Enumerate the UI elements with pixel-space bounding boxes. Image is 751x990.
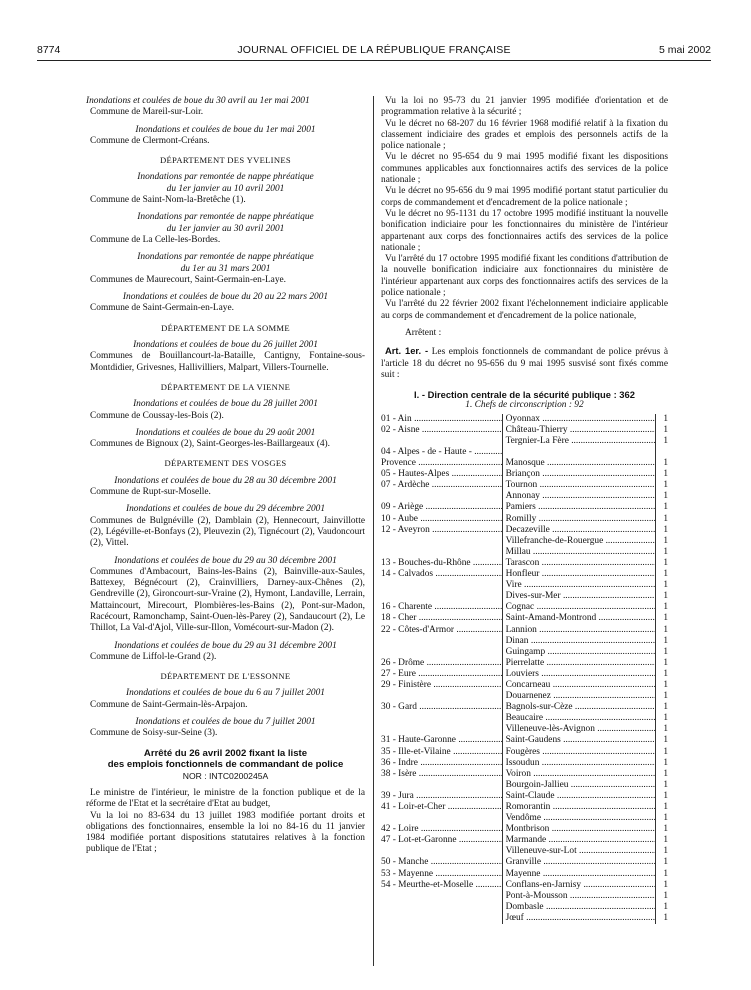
department-cell: 05 - Hautes-Alpes .....: [381, 469, 502, 480]
count-cell: 1: [655, 625, 668, 636]
event-heading: Inondations par remontée de nappe phréatique: [137, 212, 314, 223]
count-cell: 1: [655, 514, 668, 525]
department-cell: 26 - Drôme .....: [381, 658, 502, 669]
commune-line: Commune de Saint-Germain-lès-Arpajon.: [90, 699, 248, 710]
department-cell: [381, 891, 502, 902]
event-heading: Inondations et coulées de boue du 20 au 22 mars 2001: [122, 292, 329, 303]
city-cell: Dinan .....: [502, 636, 655, 647]
preamble-paragraph: Vu la loi no 83-634 du 13 juillet 1983 modifiée portant droits et obligations des fonctionnaires, ensemble la loi no 84-16 du 11 janvier 1984 modifiée portant dispositions statutaires relatives à la fonction publique de l'Etat ;: [86, 810, 365, 855]
commune-line: Commune de Mareil-sur-Loir.: [90, 107, 204, 118]
city-cell: Saint-Amand-Montrond .....: [502, 613, 655, 624]
table-row: [381, 735, 668, 746]
department-cell: 16 - Charente .....: [381, 602, 502, 613]
table-row: [381, 880, 668, 891]
count-cell: 1: [655, 735, 668, 746]
department-cell: 02 - Aisne .....: [381, 425, 502, 436]
event-heading: Inondations et coulées de boue du 26 juillet 2001: [133, 340, 318, 351]
department-cell: 27 - Eure .....: [381, 669, 502, 680]
city-cell: Bourgoin-Jallieu .....: [502, 780, 655, 791]
column-divider: [373, 96, 374, 966]
city-cell: Pont-à-Mousson .....: [502, 891, 655, 902]
event-heading: Inondations et coulées de boue du 28 au 30 décembre 2001: [114, 475, 337, 486]
table-row: [381, 502, 668, 513]
commune-line: Communes de Bouillancourt-la-Bataille, Cantigny, Fontaine-sous-Montdidier, Grivesnes, Hallivilliers, Malpart, Villers-Tournelle.: [90, 351, 365, 373]
table-row: [381, 813, 668, 824]
count-cell: 1: [655, 569, 668, 580]
department-cell: [381, 547, 502, 558]
department-cell: 09 - Ariège .....: [381, 502, 502, 513]
department-cell: [381, 713, 502, 724]
table-row: [381, 414, 668, 425]
department-heading: DÉPARTEMENT DES VOSGES: [164, 458, 287, 469]
department-cell: 10 - Aube .....: [381, 514, 502, 525]
count-cell: 1: [655, 613, 668, 624]
city-cell: Manosque .....: [502, 458, 655, 469]
count-cell: 1: [655, 846, 668, 857]
table-row: [381, 758, 668, 769]
table-row: [381, 769, 668, 780]
city-cell: Fougères .....: [502, 747, 655, 758]
count-cell: 1: [655, 458, 668, 469]
table-row: [381, 780, 668, 791]
city-cell: Concarneau .....: [502, 680, 655, 691]
department-cell: 12 - Aveyron .....: [381, 525, 502, 536]
table-row: [381, 835, 668, 846]
department-cell: [381, 636, 502, 647]
count-cell: 1: [655, 880, 668, 891]
commune-line: Communes de Bulgnéville (2), Damblain (2), Hennecourt, Jainvillotte (2), Légéville-et-Bonfays (2), Pleuvezin (2), Tignécourt (2), Vaudoncourt (2), Vittel.: [90, 515, 365, 549]
count-cell: 1: [655, 857, 668, 868]
city-cell: Annonay .....: [502, 491, 655, 502]
city-cell: Romorantin .....: [502, 802, 655, 813]
count-cell: 1: [655, 469, 668, 480]
event-heading: Inondations par remontée de nappe phréatique: [137, 172, 314, 183]
count-cell: 1: [655, 702, 668, 713]
table-row: [381, 536, 668, 547]
city-cell: Vire .....: [502, 580, 655, 591]
table-row: [381, 891, 668, 902]
department-heading: DÉPARTEMENT DE LA SOMME: [161, 322, 290, 333]
city-cell: Conflans-en-Jarnisy .....: [502, 880, 655, 891]
department-heading: DÉPARTEMENT DES YVELINES: [160, 155, 291, 166]
department-cell: 29 - Finistère .....: [381, 680, 502, 691]
posts-table: [381, 414, 668, 924]
count-cell: 1: [655, 658, 668, 669]
nor-reference: NOR : INTC0200245A: [182, 770, 269, 781]
department-cell: 39 - Jura .....: [381, 791, 502, 802]
department-cell: [381, 691, 502, 702]
table-row: [381, 902, 668, 913]
count-cell: 1: [655, 691, 668, 702]
department-cell: [381, 780, 502, 791]
table-row: [381, 680, 668, 691]
count-cell: 1: [655, 536, 668, 547]
page-header: [37, 44, 711, 60]
table-row: [381, 913, 668, 924]
department-cell: 41 - Loir-et-Cher .....: [381, 802, 502, 813]
subsection-title: 1. Chefs de circonscription : 92: [465, 400, 584, 411]
commune-line: Communes de Bignoux (2), Saint-Georges-les-Baillargeaux (4).: [90, 439, 330, 450]
city-cell: Marmande .....: [502, 835, 655, 846]
issue-date: 5 mai 2002: [659, 44, 711, 56]
department-cell: 04 - Alpes - de - Haute - .....: [381, 447, 502, 458]
table-row: [381, 636, 668, 647]
event-heading: Inondations et coulées de boue du 29 au 31 décembre 2001: [114, 640, 337, 651]
commune-line: Commune de Clermont-Créans.: [90, 135, 210, 146]
right-column: [381, 96, 668, 924]
decree-title: des emplois fonctionnels de commandant de police: [107, 759, 344, 771]
table-row: [381, 591, 668, 602]
city-cell: Briançon .....: [502, 469, 655, 480]
city-cell: Guingamp .....: [502, 647, 655, 658]
department-heading: DÉPARTEMENT DE LA VIENNE: [160, 381, 291, 392]
commune-line: Communes d'Ambacourt, Bains-les-Bains (2), Bainville-aux-Saules, Battexey, Bégnécourt (2), Crainvilliers, Darney-aux-Chênes (2), Gendreville (2), Gironcourt-sur-Vraine (2), Hymont, Landaville, Lerrain, Mattaincourt, Mirecourt, Plombières-les-Bains (2), Pont-sur-Madon, Racécourt, Ramonchamp, Saint-Ouen-lès-Parey (2), Sandaucourt (2), Le Thillot, La Val-d'Ajol, Ville-sur-Illon, Vomécourt-sur-Madon (2).: [90, 566, 365, 634]
department-cell: 35 - Ille-et-Vilaine .....: [381, 747, 502, 758]
city-cell: Mayenne .....: [502, 869, 655, 880]
journal-title: JOURNAL OFFICIEL DE LA RÉPUBLIQUE FRANÇAISE: [237, 44, 511, 56]
department-cell: [381, 436, 502, 447]
department-cell: [381, 491, 502, 502]
table-row: [381, 691, 668, 702]
city-cell: Romilly .....: [502, 514, 655, 525]
table-row: [381, 846, 668, 857]
city-cell: Château-Thierry .....: [502, 425, 655, 436]
department-cell: [381, 536, 502, 547]
page-number: 8774: [37, 44, 61, 56]
city-cell: Saint-Gaudens .....: [502, 735, 655, 746]
table-row: [381, 569, 668, 580]
city-cell: Pierrelatte .....: [502, 658, 655, 669]
table-row: [381, 791, 668, 802]
count-cell: 1: [655, 547, 668, 558]
department-cell: 47 - Lot-et-Garonne .....: [381, 835, 502, 846]
event-heading: Inondations et coulées de boue du 7 juillet 2001: [135, 717, 316, 728]
department-cell: [381, 591, 502, 602]
count-cell: 1: [655, 913, 668, 924]
city-cell: Oyonnax .....: [502, 414, 655, 425]
count-cell: 1: [655, 869, 668, 880]
table-row: [381, 613, 668, 624]
city-cell: Voiron .....: [502, 769, 655, 780]
table-row: [381, 747, 668, 758]
department-cell: 38 - Isère .....: [381, 769, 502, 780]
count-cell: 1: [655, 835, 668, 846]
city-cell: Honfleur .....: [502, 569, 655, 580]
event-heading: Inondations et coulées de boue du 29 au 30 décembre 2001: [114, 555, 337, 566]
table-row: [381, 514, 668, 525]
count-cell: 1: [655, 813, 668, 824]
table-row: [381, 702, 668, 713]
count-cell: 1: [655, 791, 668, 802]
table-row: [381, 647, 668, 658]
city-cell: Beaucaire .....: [502, 713, 655, 724]
event-heading: Inondations et coulées de boue du 30 avril au 1er mai 2001: [86, 96, 310, 106]
table-row: [381, 547, 668, 558]
count-cell: 1: [655, 602, 668, 613]
count-cell: 1: [655, 558, 668, 569]
article-label: Art. 1er. -: [385, 345, 429, 357]
department-cell: [381, 580, 502, 591]
table-row: [381, 802, 668, 813]
count-cell: [655, 447, 668, 458]
visa-paragraph: Vu le décret no 68-207 du 16 février 1968 modifié relatif à la fixation du classement indiciaire des grades et emplois des personnels actifs de la police nationale ;: [381, 118, 668, 152]
count-cell: 1: [655, 647, 668, 658]
decree-title: Arrêté du 26 avril 2002 fixant la liste: [143, 747, 308, 759]
table-row: [381, 869, 668, 880]
commune-line: Commune de Coussay-les-Bois (2).: [90, 410, 224, 421]
city-cell: Decazeville .....: [502, 525, 655, 536]
table-row: [381, 713, 668, 724]
city-cell: Dives-sur-Mer .....: [502, 591, 655, 602]
department-cell: 42 - Loire .....: [381, 824, 502, 835]
table-row: [381, 436, 668, 447]
table-row: [381, 625, 668, 636]
table-row: [381, 525, 668, 536]
count-cell: 1: [655, 902, 668, 913]
table-row: [381, 580, 668, 591]
department-cell: 50 - Manche .....: [381, 857, 502, 868]
department-cell: 53 - Mayenne .....: [381, 869, 502, 880]
city-cell: Pamiers .....: [502, 502, 655, 513]
city-cell: Louviers .....: [502, 669, 655, 680]
city-cell: Bagnols-sur-Cèze .....: [502, 702, 655, 713]
event-heading: Inondations et coulées de boue du 29 août 2001: [135, 427, 316, 438]
department-cell: [381, 724, 502, 735]
table-row: [381, 658, 668, 669]
header-rule: [37, 60, 711, 61]
count-cell: 1: [655, 747, 668, 758]
commune-line: Commune de Liffol-le-Grand (2).: [90, 651, 217, 662]
department-cell: Provence .....: [381, 458, 502, 469]
event-heading: du 1er janvier au 30 avril 2001: [166, 223, 285, 234]
count-cell: 1: [655, 425, 668, 436]
city-cell: Dombasle .....: [502, 902, 655, 913]
count-cell: 1: [655, 636, 668, 647]
city-cell: Granville .....: [502, 857, 655, 868]
count-cell: 1: [655, 758, 668, 769]
department-cell: 18 - Cher .....: [381, 613, 502, 624]
event-heading: Inondations et coulées de boue du 29 décembre 2001: [125, 504, 326, 515]
count-cell: 1: [655, 491, 668, 502]
event-heading: Inondations et coulées de boue du 1er mai 2001: [135, 124, 316, 135]
event-heading: Inondations et coulées de boue du 6 au 7 juillet 2001: [126, 688, 325, 699]
city-cell: Lannion .....: [502, 625, 655, 636]
city-cell: Millau .....: [502, 547, 655, 558]
city-cell: Douarnenez .....: [502, 691, 655, 702]
visa-paragraph: Vu l'arrêté du 22 février 2002 fixant l'échelonnement indiciaire applicable au corps de commandement et d'encadrement de la police nationale,: [381, 299, 668, 321]
commune-line: Commune de Saint-Germain-en-Laye.: [90, 303, 234, 314]
table-row: [381, 425, 668, 436]
visa-paragraph: Vu le décret no 95-656 du 9 mai 1995 modifié portant statut particulier du corps de commandement et d'encadrement de la police nationale ;: [381, 186, 668, 208]
count-cell: 1: [655, 891, 668, 902]
count-cell: 1: [655, 480, 668, 491]
count-cell: 1: [655, 724, 668, 735]
count-cell: 1: [655, 525, 668, 536]
commune-line: Commune de Rupt-sur-Moselle.: [90, 487, 211, 498]
department-cell: [381, 647, 502, 658]
count-cell: 1: [655, 802, 668, 813]
section-title: I. - Direction centrale de la sécurité publique : 362: [414, 389, 635, 401]
department-cell: 13 - Bouches-du-Rhône .....: [381, 558, 502, 569]
department-cell: [381, 902, 502, 913]
department-cell: 54 - Meurthe-et-Moselle .....: [381, 880, 502, 891]
table-row: [381, 669, 668, 680]
department-cell: 22 - Côtes-d'Armor .....: [381, 625, 502, 636]
event-heading: Inondations par remontée de nappe phréatique: [137, 252, 314, 263]
department-cell: 01 - Ain .....: [381, 414, 502, 425]
table-row: [381, 724, 668, 735]
event-heading: du 1er au 31 mars 2001: [180, 263, 271, 274]
event-heading: Inondations et coulées de boue du 28 juillet 2001: [133, 399, 318, 410]
department-cell: 30 - Gard .....: [381, 702, 502, 713]
table-row: [381, 857, 668, 868]
arretent-line: Arrêtent :: [405, 327, 442, 338]
city-cell: Villefranche-de-Rouergue .....: [502, 536, 655, 547]
table-row: [381, 480, 668, 491]
commune-line: Commune de Saint-Nom-la-Bretêche (1).: [90, 195, 246, 206]
city-cell: Villeneuve-sur-Lot .....: [502, 846, 655, 857]
department-heading: DÉPARTEMENT DE L'ESSONNE: [160, 671, 291, 682]
department-cell: [381, 846, 502, 857]
count-cell: 1: [655, 502, 668, 513]
city-cell: Montbrison .....: [502, 824, 655, 835]
left-column: [86, 96, 365, 856]
count-cell: 1: [655, 780, 668, 791]
city-cell: Cognac .....: [502, 602, 655, 613]
commune-line: Commune de Soisy-sur-Seine (3).: [90, 728, 218, 739]
department-cell: [381, 813, 502, 824]
city-cell: Jœuf .....: [502, 913, 655, 924]
city-cell: Villeneuve-lès-Avignon .....: [502, 724, 655, 735]
city-cell: Tournon .....: [502, 480, 655, 491]
table-row: [381, 447, 668, 458]
count-cell: 1: [655, 713, 668, 724]
department-cell: 31 - Haute-Garonne .....: [381, 735, 502, 746]
visa-paragraph: Vu le décret no 95-1131 du 17 octobre 1995 modifié instituant la nouvelle bonification indiciaire pour les fonctionnaires du ministère de l'intérieur appartenant aux corps des fonctionnaires actifs des services de la police nationale ;: [381, 208, 668, 253]
city-cell: [502, 447, 655, 458]
city-cell: Tergnier-La Fère .....: [502, 436, 655, 447]
count-cell: 1: [655, 436, 668, 447]
count-cell: 1: [655, 591, 668, 602]
city-cell: Saint-Claude .....: [502, 791, 655, 802]
event-heading: du 1er janvier au 10 avril 2001: [166, 183, 285, 194]
table-row: [381, 602, 668, 613]
count-cell: 1: [655, 414, 668, 425]
commune-line: Communes de Maurecourt, Saint-Germain-en-Laye.: [90, 274, 287, 285]
table-row: [381, 491, 668, 502]
city-cell: Vendôme .....: [502, 813, 655, 824]
count-cell: 1: [655, 680, 668, 691]
count-cell: 1: [655, 824, 668, 835]
city-cell: Tarascon .....: [502, 558, 655, 569]
department-cell: [381, 913, 502, 924]
department-cell: 07 - Ardèche .....: [381, 480, 502, 491]
visa-paragraph: Vu la loi no 95-73 du 21 janvier 1995 modifiée d'orientation et de programmation relative à la sécurité ;: [381, 96, 668, 118]
visa-paragraph: Vu le décret no 95-654 du 9 mai 1995 modifié fixant les dispositions communes applicables aux fonctionnaires actifs des services de la police nationale ;: [381, 152, 668, 186]
count-cell: 1: [655, 669, 668, 680]
preamble-paragraph: Le ministre de l'intérieur, le ministre de la fonction publique et de la réforme de l'Etat et la secrétaire d'Etat au budget,: [86, 787, 365, 810]
department-cell: 14 - Calvados .....: [381, 569, 502, 580]
count-cell: 1: [655, 769, 668, 780]
visa-paragraph: Vu l'arrêté du 17 octobre 1995 modifié fixant les conditions d'attribution de la nouvelle bonification indiciaire aux fonctionnaires du ministère de l'intérieur appartenant aux corps des fonctionnaires actifs des services de la police nationale ;: [381, 254, 668, 299]
table-row: [381, 824, 668, 835]
table-row: [381, 458, 668, 469]
article-1: [381, 345, 668, 381]
article-text: Les emplois fonctionnels de commandant de police prévus à l'article 18 du décret no 95-656 du 9 mai 1995 susvisé sont fixés comme suit :: [381, 347, 669, 380]
city-cell: Issoudun .....: [502, 758, 655, 769]
commune-line: Commune de La Celle-les-Bordes.: [90, 234, 221, 245]
count-cell: 1: [655, 580, 668, 591]
table-row: [381, 558, 668, 569]
department-cell: 36 - Indre .....: [381, 758, 502, 769]
table-row: [381, 469, 668, 480]
